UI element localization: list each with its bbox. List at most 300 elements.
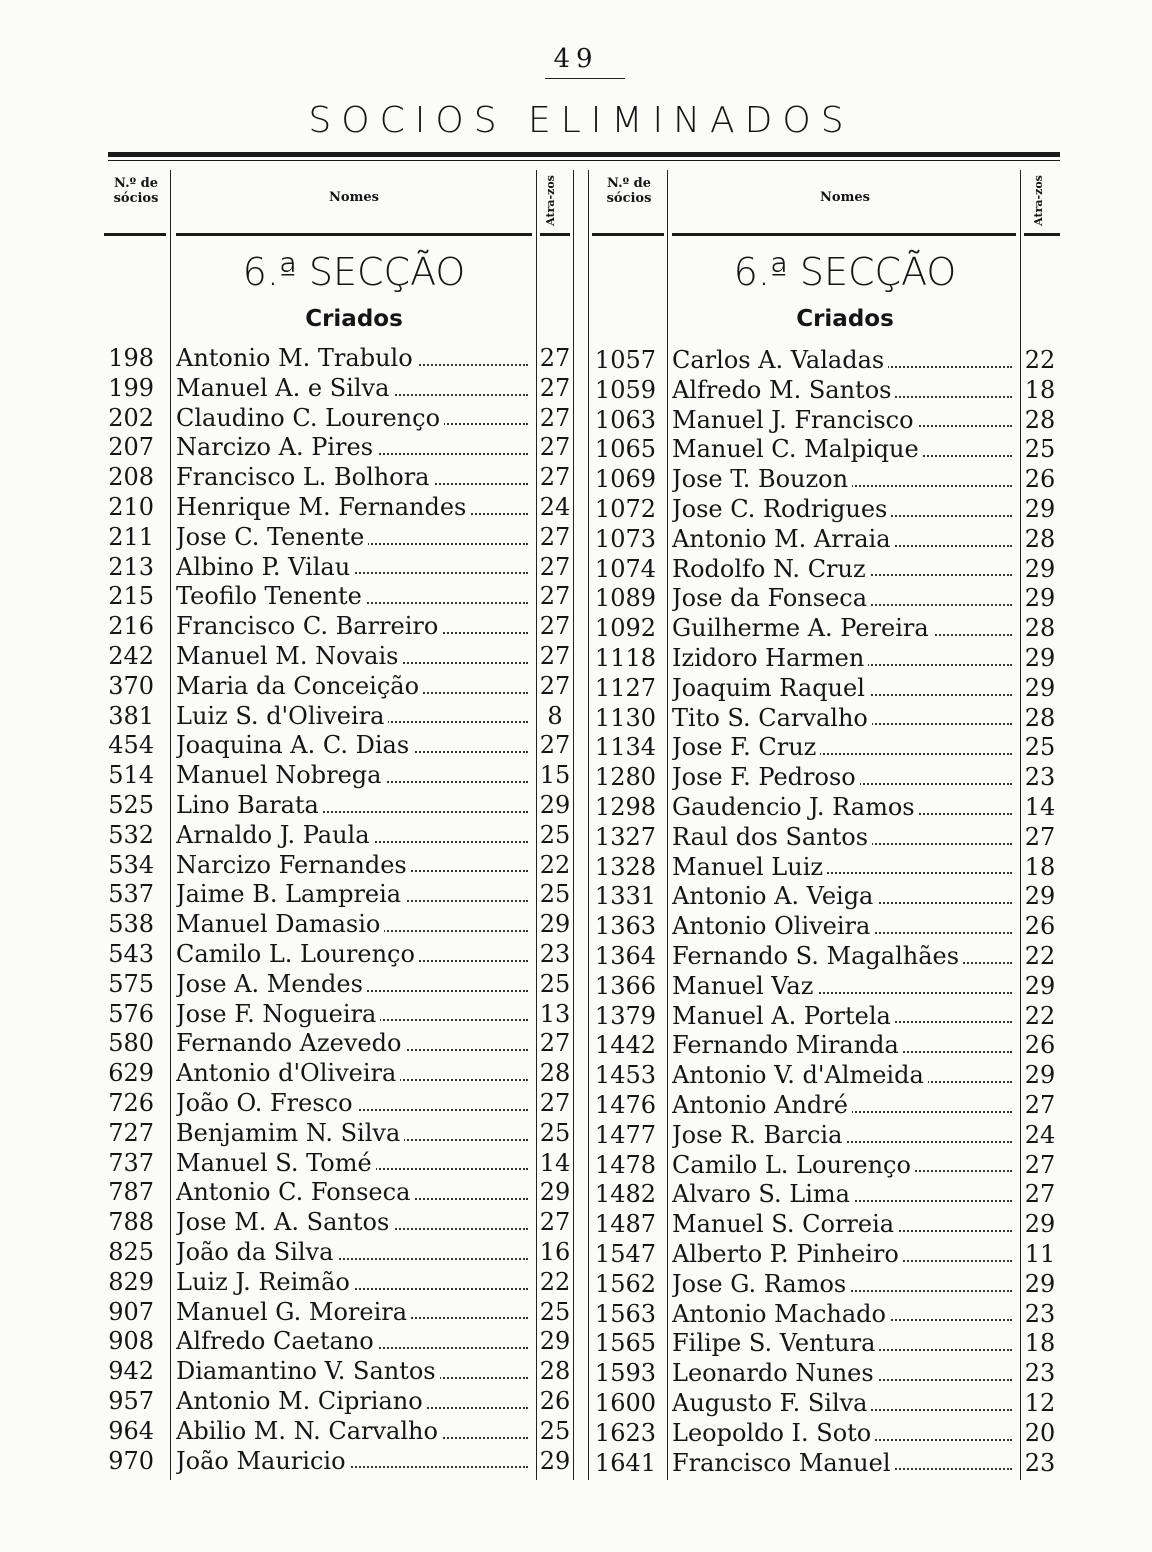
member-name: Claudino C. Lourenço [176,404,444,432]
table-row [0,820,1152,853]
member-name: Jose M. A. Santos [176,1208,393,1236]
member-name: Leonardo Nunes [672,1359,878,1387]
member-arrears: 27 [539,522,571,551]
member-name-cell [672,763,1012,793]
table-row [0,942,1152,972]
member-number: 964 [108,1416,154,1445]
header-number: N.º de sócios [606,176,652,206]
member-number: 1477 [594,1120,656,1149]
table-row [0,465,1152,495]
member-name: João Mauricio [176,1447,350,1475]
member-name: Joaquina A. C. Dias [176,731,413,759]
table-row [0,435,1152,465]
member-arrears: 29 [1024,882,1056,911]
member-name: Manuel A. e Silva [176,374,393,402]
header-names: Nomes [329,190,379,205]
member-number: 575 [108,969,154,998]
member-name: Manuel Vaz [672,972,817,1000]
member-number: 1057 [594,346,656,374]
table-row [0,1267,1152,1300]
table-row [0,1180,1152,1210]
member-number: 454 [108,731,154,760]
member-name: Narcizo A. Pires [176,433,377,461]
member-arrears: 25 [1024,435,1056,464]
member-name: Filipe S. Ventura [672,1329,879,1357]
member-number: 787 [108,1178,154,1207]
member-name: Benjamim N. Silva [176,1119,404,1147]
member-name: Antonio André [672,1091,852,1119]
page-number: 49 [553,44,599,74]
member-name: Camilo L. Lourenço [672,1151,915,1179]
member-name: Manuel J. Francisco [672,406,918,434]
table-row [0,1240,1152,1270]
member-name: Jose R. Barcia [672,1121,846,1149]
member-number: 1366 [594,971,656,1000]
member-name-cell [672,853,1012,883]
member-number: 1547 [594,1240,656,1268]
member-name-cell [672,1061,1012,1091]
member-name: Jose A. Mendes [176,970,367,998]
member-name: Luiz J. Reimão [176,1268,354,1296]
member-arrears: 27 [1024,1091,1056,1119]
member-name-cell [672,1031,1012,1061]
member-arrears: 25 [539,969,571,998]
member-arrears: 28 [1024,524,1056,553]
member-name: Gaudencio J. Ramos [672,793,919,821]
member-number: 1130 [594,703,656,732]
member-arrears: 23 [1024,1359,1056,1388]
member-number: 534 [108,850,154,879]
member-name: Tito S. Carvalho [672,704,872,732]
member-number: 514 [108,761,154,790]
section-title: 6.ª SECÇÃO [733,250,957,294]
member-name-cell [672,1091,1012,1121]
member-number: 1487 [594,1210,656,1239]
member-arrears: 22 [539,1267,571,1296]
table-row [0,373,1152,406]
member-name-cell [672,1240,1012,1270]
table-row [0,1148,1152,1181]
member-name-cell [672,495,1012,525]
member-arrears: 27 [1024,822,1056,851]
member-name: Guilherme A. Pereira [672,614,933,642]
member-number: 1453 [594,1061,656,1090]
member-name-cell [672,465,1012,495]
member-name: Manuel M. Novais [176,642,402,670]
member-arrears: 29 [1024,1269,1056,1298]
member-arrears: 28 [1024,703,1056,732]
member-name: Francisco Manuel [672,1449,895,1477]
member-arrears: 23 [1024,1448,1056,1477]
member-number: 211 [108,522,154,551]
member-name: Albino P. Vilau [176,553,354,581]
member-name: Leopoldo I. Soto [672,1419,875,1447]
member-name: Teofilo Tenente [176,582,366,610]
table-row [0,763,1152,793]
member-number: 1600 [594,1389,656,1417]
member-number: 1089 [594,584,656,613]
member-number: 907 [108,1297,154,1326]
table-row [0,522,1152,555]
table-row [0,1416,1152,1449]
table-row [0,1446,1152,1479]
member-name-cell [672,1359,1012,1389]
header-rule [176,233,532,236]
member-arrears: 25 [539,1297,571,1326]
member-name: Alberto P. Pinheiro [672,1240,903,1268]
member-number: 1065 [594,435,656,464]
member-name-cell [672,1270,1012,1300]
member-arrears: 29 [539,910,571,939]
member-name-cell [672,1300,1012,1330]
member-arrears: 29 [1024,1210,1056,1239]
member-number: 788 [108,1208,154,1237]
member-arrears: 27 [1024,1180,1056,1209]
member-arrears: 26 [1024,465,1056,494]
table-row [0,552,1152,585]
member-arrears: 29 [1024,644,1056,672]
member-name: Francisco C. Barreiro [176,612,442,640]
member-arrears: 27 [539,582,571,611]
member-arrears: 18 [1024,1329,1056,1358]
header-names: Nomes [820,190,870,205]
member-name-cell [672,733,1012,763]
member-name: Antonio V. d'Almeida [672,1061,928,1089]
member-name: Camilo L. Lourenço [176,940,419,968]
member-number: 1565 [594,1329,656,1358]
section-title: 6.ª SECÇÃO [242,250,466,294]
member-name-cell [672,1329,1012,1359]
top-rule [108,152,1060,157]
member-name: Luiz S. d'Oliveira [176,702,388,730]
member-name: João da Silva [176,1238,337,1266]
member-name: Raul dos Santos [672,823,872,851]
member-number: 370 [108,671,154,700]
member-number: 1593 [594,1359,656,1388]
member-arrears: 29 [1024,554,1056,583]
table-row [0,1389,1152,1419]
member-number: 1072 [594,495,656,523]
table-row [0,1091,1152,1121]
table-row [0,912,1152,942]
member-number: 207 [108,433,154,462]
member-name-cell [672,525,1012,555]
table-row [0,733,1152,763]
member-name: Narcizo Fernandes [176,851,411,879]
member-arrears: 14 [539,1148,571,1177]
member-name-cell [672,823,1012,853]
member-arrears: 20 [1024,1418,1056,1447]
member-number: 957 [108,1387,154,1415]
member-name-cell [672,1449,1012,1479]
member-name: Manuel S. Correia [672,1210,898,1238]
member-number: 1280 [594,763,656,792]
member-name: Arnaldo J. Paula [176,821,374,849]
member-arrears: 23 [539,940,571,968]
member-number: 908 [108,1327,154,1356]
member-name-cell [672,406,1012,436]
member-name-cell [672,704,1012,734]
member-number: 543 [108,940,154,968]
member-arrears: 29 [1024,584,1056,613]
member-number: 970 [108,1446,154,1475]
member-number: 726 [108,1089,154,1117]
member-arrears: 25 [1024,733,1056,762]
member-number: 215 [108,582,154,611]
member-arrears: 29 [539,1178,571,1207]
member-name: Antonio A. Veiga [672,882,877,910]
member-arrears: 29 [1024,495,1056,523]
member-arrears: 26 [1024,1031,1056,1060]
member-arrears: 27 [539,642,571,670]
member-name: Alfredo M. Santos [672,376,895,404]
member-number: 580 [108,1029,154,1058]
member-name-cell [672,376,1012,406]
member-name-cell [672,1121,1012,1151]
member-arrears: 25 [539,1118,571,1147]
member-name: Lino Barata [176,791,323,819]
member-arrears: 22 [539,850,571,879]
table-row [0,1329,1152,1359]
table-row [0,584,1152,614]
header-rule [592,233,664,236]
member-number: 1134 [594,733,656,762]
member-name: Jose G. Ramos [672,1270,850,1298]
member-arrears: 29 [539,791,571,819]
member-name-cell [672,555,1012,585]
member-name: Joaquim Raquel [672,674,869,702]
member-name: Augusto F. Silva [672,1389,871,1417]
member-name-cell [672,1210,1012,1240]
member-arrears: 27 [539,731,571,760]
member-arrears: 25 [539,1416,571,1445]
member-number: 1063 [594,405,656,434]
member-name-cell [672,614,1012,644]
member-name: Carlos A. Valadas [672,346,888,374]
member-number: 1379 [594,1001,656,1030]
header-number: N.º de sócios [113,176,159,206]
table-row [0,1359,1152,1389]
member-name: Jose C. Tenente [176,523,368,551]
table-row [0,614,1152,644]
member-name-cell [672,1180,1012,1210]
member-number: 208 [108,463,154,492]
member-name-cell [672,1002,1012,1032]
member-arrears: 14 [1024,793,1056,821]
member-number: 1641 [594,1448,656,1477]
member-name: Fernando Azevedo [176,1029,405,1057]
table-row [0,1061,1152,1091]
member-number: 1328 [594,852,656,881]
member-number: 199 [108,373,154,402]
table-row [0,644,1152,674]
member-name-cell [672,912,1012,942]
table-row [0,346,1152,376]
member-name: Henrique M. Fernandes [176,493,470,521]
member-number: 538 [108,910,154,939]
member-name: João O. Fresco [176,1089,357,1117]
member-arrears: 24 [1024,1120,1056,1149]
member-arrears: 29 [539,1446,571,1475]
header-rule [104,233,166,236]
member-arrears: 16 [539,1238,571,1266]
member-name: Jose F. Cruz [672,733,820,761]
member-number: 1476 [594,1091,656,1119]
member-arrears: 23 [1024,763,1056,792]
member-name-cell [672,674,1012,704]
table-row [0,850,1152,883]
table-row [0,793,1152,823]
page-number-rule [545,78,625,79]
member-arrears: 26 [1024,912,1056,941]
member-name: Francisco L. Bolhora [176,463,434,491]
member-number: 242 [108,642,154,670]
member-name: Antonio M. Cipriano [176,1387,427,1415]
member-name: Manuel Nobrega [176,761,385,789]
member-name: Jose C. Rodrigues [672,495,891,523]
member-number: 1127 [594,673,656,702]
member-name: Jose F. Nogueira [176,1000,380,1028]
member-arrears: 27 [539,344,571,372]
member-number: 210 [108,493,154,521]
member-name: Antonio Oliveira [672,912,874,940]
member-number: 1069 [594,465,656,494]
member-arrears: 27 [539,671,571,700]
member-number: 829 [108,1267,154,1296]
member-number: 727 [108,1118,154,1147]
member-number: 213 [108,552,154,581]
member-number: 1478 [594,1150,656,1179]
table-row [0,882,1152,912]
member-number: 381 [108,701,154,730]
member-arrears: 27 [1024,1150,1056,1179]
member-arrears: 24 [539,493,571,521]
table-row [0,999,1152,1032]
member-name: Jose F. Pedroso [672,763,860,791]
member-name: Rodolfo N. Cruz [672,555,870,583]
member-number: 1364 [594,942,656,970]
member-name: Izidoro Harmen [672,644,868,672]
member-name: Antonio M. Arraia [672,525,895,553]
member-number: 1563 [594,1299,656,1328]
member-number: 1118 [594,644,656,672]
member-number: 942 [108,1357,154,1386]
member-number: 629 [108,1059,154,1088]
member-name: Manuel S. Tomé [176,1149,376,1177]
table-row [0,969,1152,1002]
member-name: Fernando Miranda [672,1031,903,1059]
member-number: 1298 [594,793,656,821]
member-name: Jose T. Bouzon [672,465,852,493]
member-arrears: 22 [1024,1001,1056,1030]
member-name: Jaime B. Lampreia [176,880,405,908]
member-arrears: 27 [539,463,571,492]
member-arrears: 18 [1024,852,1056,881]
member-arrears: 29 [1024,1061,1056,1090]
member-arrears: 8 [547,701,563,730]
member-number: 216 [108,612,154,641]
member-arrears: 28 [539,1059,571,1088]
member-number: 1327 [594,822,656,851]
member-arrears: 12 [1024,1389,1056,1417]
member-number: 1482 [594,1180,656,1209]
member-name-cell [672,882,1012,912]
member-arrears: 11 [1024,1240,1056,1268]
member-number: 576 [108,999,154,1028]
section-subtitle: Criados [796,306,894,332]
header-arrears: Atra-zos [543,174,557,226]
member-number: 1623 [594,1418,656,1447]
member-name-cell [672,972,1012,1002]
header-rule [540,233,570,236]
table-row [0,403,1152,436]
member-name: Manuel G. Moreira [176,1298,411,1326]
member-arrears: 27 [539,1089,571,1117]
member-name: Antonio C. Fonseca [176,1178,414,1206]
top-rule-thin [108,160,1060,161]
member-arrears: 22 [1024,942,1056,970]
member-arrears: 25 [539,880,571,909]
table-row [0,1118,1152,1151]
section-subtitle: Criados [305,306,403,332]
header-rule [1024,233,1060,236]
member-arrears: 27 [539,373,571,402]
member-arrears: 27 [539,403,571,432]
page-title: SOCIOS ELIMINADOS [308,100,854,141]
member-name: Maria da Conceição [176,672,423,700]
member-name: Abilio M. N. Carvalho [176,1417,442,1445]
member-number: 825 [108,1238,154,1266]
member-name: Fernando S. Magalhães [672,942,963,970]
member-name: Manuel A. Portela [672,1002,895,1030]
header-rule [672,233,1016,236]
member-arrears: 28 [539,1357,571,1386]
member-name-cell [672,793,1012,823]
member-name: Jose da Fonseca [672,584,871,612]
member-arrears: 13 [539,999,571,1028]
member-arrears: 27 [539,433,571,462]
table-row [0,1210,1152,1240]
member-arrears: 27 [539,1208,571,1237]
member-arrears: 29 [539,1327,571,1356]
header-arrears: Atra-zos [1031,174,1045,226]
member-name: Manuel Luiz [672,853,827,881]
member-arrears: 28 [1024,405,1056,434]
member-arrears: 29 [1024,971,1056,1000]
table-row [0,495,1152,525]
member-name-cell [672,942,1012,972]
member-name-cell [672,1389,1012,1419]
member-arrears: 27 [539,1029,571,1058]
member-arrears: 29 [1024,673,1056,702]
member-arrears: 23 [1024,1299,1056,1328]
member-number: 1562 [594,1269,656,1298]
member-number: 1073 [594,524,656,553]
member-number: 1092 [594,614,656,643]
member-number: 1331 [594,882,656,911]
member-arrears: 28 [1024,614,1056,643]
member-arrears: 15 [539,761,571,790]
member-number: 1363 [594,912,656,941]
member-arrears: 18 [1024,375,1056,404]
member-name-cell [672,1151,1012,1181]
table-row [0,671,1152,704]
member-number: 532 [108,820,154,849]
member-arrears: 25 [539,820,571,849]
member-name: Antonio Machado [672,1300,890,1328]
member-number: 537 [108,880,154,909]
member-number: 198 [108,344,154,372]
